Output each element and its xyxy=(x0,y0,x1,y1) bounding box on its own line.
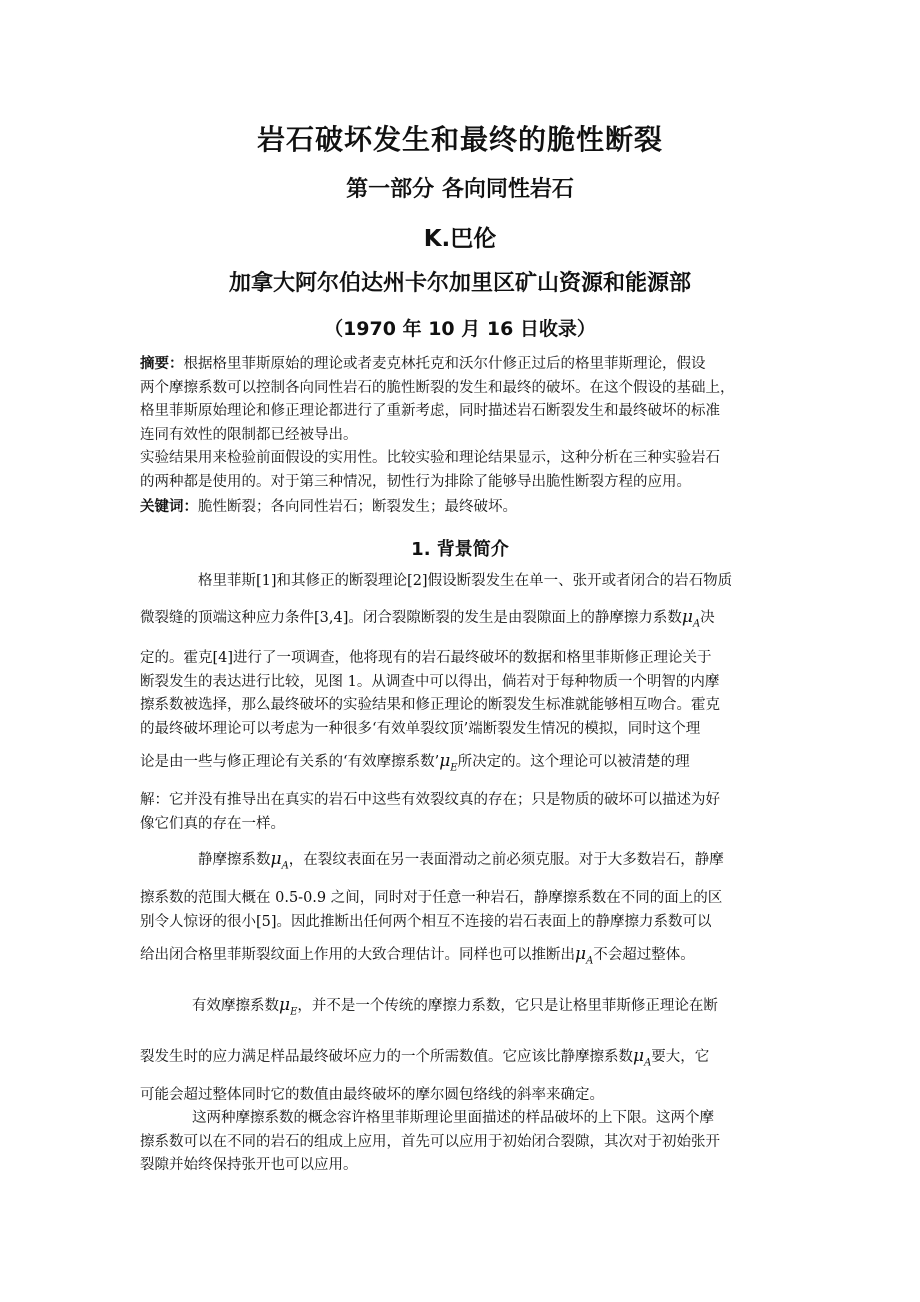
static-friction-symbol: $\mu_A$ xyxy=(270,849,289,872)
text-line: 论是由一些与修正理论有关系的‘有效摩擦系数$’\mu_E$所决定的。这个理论可以被清楚的理 xyxy=(140,751,690,774)
text-line: 微裂缝的顶端这种应力条件[3,4]。闭合裂隙断裂的发生是由裂隙面上的静摩擦力系数$\mu_A$决 xyxy=(140,606,715,629)
abstract-line: 两个摩擦系数可以控制各向同性岩石的脆性断裂的发生和最终的破坏。在这个假设的基础上， xyxy=(140,379,735,396)
abstract-line: 根据格里菲斯原始的理论或者麦克林托克和沃尔什修正过后的格里菲斯理论，假设 xyxy=(183,356,706,372)
abstract xyxy=(140,353,782,494)
paragraph xyxy=(140,848,782,973)
text-line: 裂隙并始终保持张开也可以应用。 xyxy=(140,1157,358,1174)
abstract-line: 连同有效性的限制都已经被导出。 xyxy=(140,426,358,443)
effective-friction-symbol: $\mu_E$ xyxy=(439,751,458,774)
static-friction-symbol: $\mu_A$ xyxy=(681,606,701,629)
text-line: 的最终破坏理论可以考虑为一种很多‘有效单裂纹顶’端断裂发生情况的模拟，同时这个理 xyxy=(140,720,701,737)
text-line: 这两种摩擦系数的概念容许格里菲斯理论里面描述的样品破坏的上下限。这两个摩 xyxy=(192,1110,714,1127)
paragraph xyxy=(140,570,782,836)
text-line: 擦系数被选择，那么最终破坏的实验结果和修正理论的断裂发生标准就能够相互吻合。霍克 xyxy=(140,697,720,714)
text-line: 擦系数的范围大概在 0.5-0.9 之间，同时对于任意一种岩石，静摩擦系数在不同的面上的区 xyxy=(140,890,723,907)
abstract-line: 实验结果用来检验前面假设的实用性。比较实验和理论结果显示，这种分析在三种实验岩石 xyxy=(140,450,720,466)
text-line: 定的。霍克[4]进行了一项调查，他将现有的岩石最终破坏的数据和格里菲斯修正理论关于 xyxy=(140,650,712,667)
text-line: 静摩擦系数$\mu_A$，在裂纹表面在另一表面滑动之前必须克服。对于大多数岩石，静摩 xyxy=(198,849,724,872)
body-text xyxy=(140,570,782,1178)
text-line: 像它们真的存在一样。 xyxy=(140,815,285,832)
text-line: 擦系数可以在不同的岩石的组成上应用，首先可以应用于初始闭合裂隙，其次对于初始张开 xyxy=(140,1133,720,1150)
received-date: （1970 年 10 月 16 日收录） xyxy=(324,318,596,340)
paper-subtitle: 第一部分 各向同性岩石 xyxy=(346,177,574,202)
text-line: 格里菲斯[1]和其修正的断裂理论[2]假设断裂发生在单一、张开或者闭合的岩石物质 xyxy=(198,573,733,589)
text-line: 解：它并没有推导出在真实的岩石中这些有效裂纹真的存在；只是物质的破坏可以描述为好 xyxy=(140,792,720,809)
text-line: 给出闭合格里菲斯裂纹面上作用的大致合理估计。同样也可以推断出$\mu_A$不会超过整体。 xyxy=(140,944,695,967)
paper-title: 岩石破坏发生和最终的脆性断裂 xyxy=(256,123,663,156)
keywords xyxy=(140,496,782,520)
keywords-text: 脆性断裂；各向同性岩石；断裂发生；最终破坏。 xyxy=(198,499,517,515)
author-name: K.巴伦 xyxy=(423,226,497,252)
text-line: 断裂发生的表达进行比较，见图 1。从调查中可以得出，倘若对于每种物质一个明智的内摩 xyxy=(140,673,720,690)
paragraph xyxy=(140,994,782,1107)
text-line: 别令人惊讶的很小[5]。因此推断出任何两个相互不连接的岩石表面上的静摩擦力系数可以 xyxy=(140,913,712,930)
author-affiliation: 加拿大阿尔伯达州卡尔加里区矿山资源和能源部 xyxy=(228,271,691,296)
abstract-line: 格里菲斯原始理论和修正理论都进行了重新考虑，同时描述岩石断裂发生和最终破坏的标准 xyxy=(140,403,720,419)
effective-friction-symbol: $\mu_E$ xyxy=(279,995,298,1018)
text-line: 裂发生时的应力满足样品最终破坏应力的一个所需数值。它应该比静摩擦系数$\mu_A$要大，它 xyxy=(140,1045,710,1069)
abstract-label: 摘要： xyxy=(140,356,184,372)
abstract-line: 的两种都是使用的。对于第三种情况，韧性行为排除了能够导出脆性断裂方程的应用。 xyxy=(140,473,691,490)
text-line: 可能会超过整体同时它的数值由最终破坏的摩尔圆包络线的斜率来确定。 xyxy=(140,1086,604,1103)
text-line: 有效摩擦系数$\mu_E$，并不是一个传统的摩擦力系数，它只是让格里菲斯修正理论在断 xyxy=(192,995,718,1018)
section-heading: 1. 背景简介 xyxy=(411,539,509,560)
paragraph xyxy=(140,1107,782,1178)
static-friction-symbol: $\mu_A$ xyxy=(575,944,594,967)
keywords-label: 关键词： xyxy=(140,499,198,515)
static-friction-symbol: $\mu_A$ xyxy=(633,1045,652,1069)
